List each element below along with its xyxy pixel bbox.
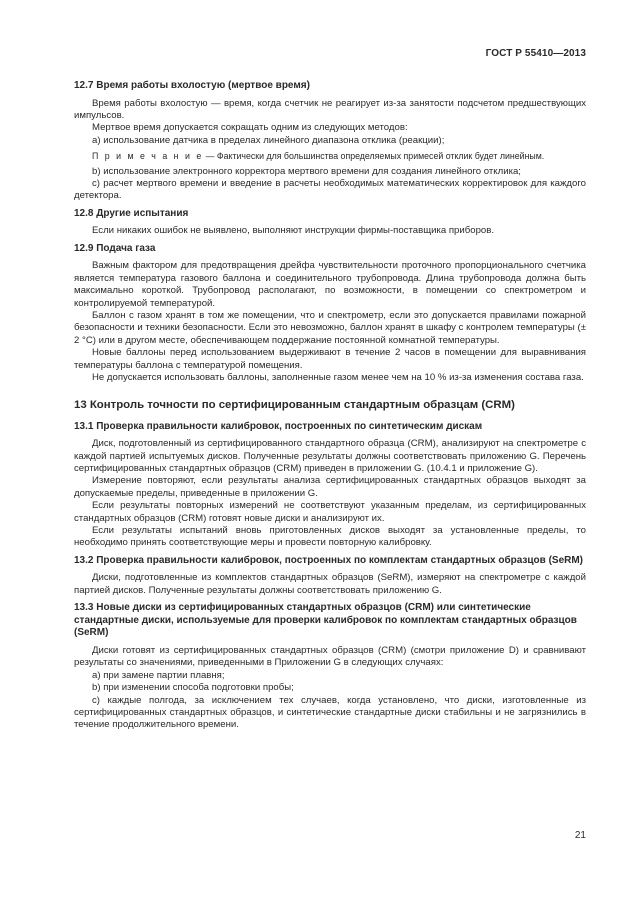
paragraph: Баллон с газом хранят в том же помещении, что и спектрометр, если это допускается правилами пожарной безопасности и техники безопасности. Если это невозможно, баллон хранят в шкафу с контролем температуры (± 2 °С) или в другом месте, обеспечивающем поддержание постоянной комнатной температуры. (74, 310, 586, 346)
chapter-heading: 13 Контроль точности по сертифицированным стандартным образцам (CRM) (74, 398, 515, 411)
note-text: — Фактически для большинства определяемых примесей отклик будет линейным. (203, 151, 545, 162)
section-13 (74, 398, 586, 412)
paragraph: Важным фактором для предотвращения дрейфа чувствительности проточного пропорционального счетчика является температура газового баллона и соединительного трубопровода. Длина трубопровода должна быть максимально короткой. Трубопровод располагают, по возможности, в помещении со спектрометром и контролируемой температурой. (74, 260, 586, 309)
paragraph: Диск, подготовленный из сертифицированного стандартного образца (CRM), анализируют на спектрометре с каждой партией испытуемых дисков. Полученные результаты должны соответствовать приложению G. Перечень сертифицированных стандартных образцов (CRM) приведен в приложении G. (10.4.1 и приложение G). (74, 438, 586, 474)
paragraph: Мертвое время допускается сокращать одним из следующих методов: (92, 122, 408, 134)
section-13-3 (74, 602, 586, 732)
paragraph: Диски, подготовленные из комплектов стандартных образцов (SeRM), измеряют на спектрометре с каждой партией дисков. Полученные результаты должны соответствовать приложению G. (74, 572, 586, 596)
paragraph: Время работы вхолостую — время, когда счетчик не реагирует из-за занятости подсчетом предшествующих импульсов. (74, 97, 586, 121)
list-item: c) каждые полгода, за исключением тех случаев, когда установлено, что диски, изготовленные из сертифицированных стандартных образцов, и синтетические стандартные диски стабильны и не загрязнились в течение продолжительного времени. (74, 694, 586, 731)
paragraph: Если результаты повторных измерений не соответствуют указанным пределам, из сертифицированных стандартных образцов (CRM) готовят новые диски и анализируют их. (74, 500, 586, 524)
list-item: b) при изменении способа подготовки пробы; (92, 682, 294, 694)
list-item: а) при замене партии плавня; (92, 669, 225, 681)
paragraph: Не допускается использовать баллоны, заполненные газом менее чем на 10 % из-за изменения состава газа. (92, 372, 584, 384)
paragraph: Измерение повторяют, если результаты анализа сертифицированных стандартных образцов выходят за допускаемые пределы, приведенные в приложении G. (74, 475, 586, 499)
section-heading: 12.9 Подача газа (74, 242, 156, 254)
section-12-7 (74, 80, 586, 203)
section-12-9 (74, 243, 586, 385)
section-heading: 13.2 Проверка правильности калибровок, построенных по комплектам стандартных образцов (SeRM) (74, 554, 584, 566)
paragraph: Диски готовят из сертифицированных стандартных образцов (CRM) (смотри приложение D) и сравнивают результаты со значениями, приведенными в Приложении G в следующих случаях: (74, 644, 586, 669)
paragraph: Если никаких ошибок не выявлено, выполняют инструкции фирмы-поставщика приборов. (92, 225, 495, 237)
section-heading: 13.3 Новые диски из сертифицированных стандартных образцов (CRM) или синтетические стандартные диски, используемые для проверки калибровок по комплектам стандартных образцов (SeRM) (74, 602, 577, 639)
list-item: c) расчет мертвого времени и введение в расчеты необходимых математических корректировок для каждого детектора. (74, 178, 586, 202)
note-label: П р и м е ч а н и е (92, 151, 204, 162)
paragraph: Если результаты испытаний вновь приготовленных дисков выходят за установленные пределы, то необходимо принять соответствующие меры и провести повторную калибровку. (74, 524, 586, 549)
section-heading: 12.7 Время работы вхолостую (мертвое время) (74, 80, 310, 91)
list-item: b) использование электронного корректора мертвого времени для создания линейного отклика; (92, 165, 521, 177)
page-number: 21 (574, 830, 586, 841)
section-13-2 (74, 555, 586, 597)
section-heading: 12.8 Другие испытания (74, 207, 189, 219)
section-12-8 (74, 208, 586, 238)
paragraph: Новые баллоны перед использованием выдерживают в течение 2 часов в помещении для выравнивания температуры баллона с температурой помещения. (74, 347, 586, 371)
page-content (74, 80, 586, 732)
section-13-1 (74, 421, 586, 550)
list-item: а) использование датчика в пределах линейного диапазона отклика (реакции); (92, 134, 445, 146)
section-heading: 13.1 Проверка правильности калибровок, построенных по синтетическим дискам (74, 420, 483, 432)
note (74, 150, 586, 162)
running-header: ГОСТ Р 55410—2013 (485, 48, 586, 59)
